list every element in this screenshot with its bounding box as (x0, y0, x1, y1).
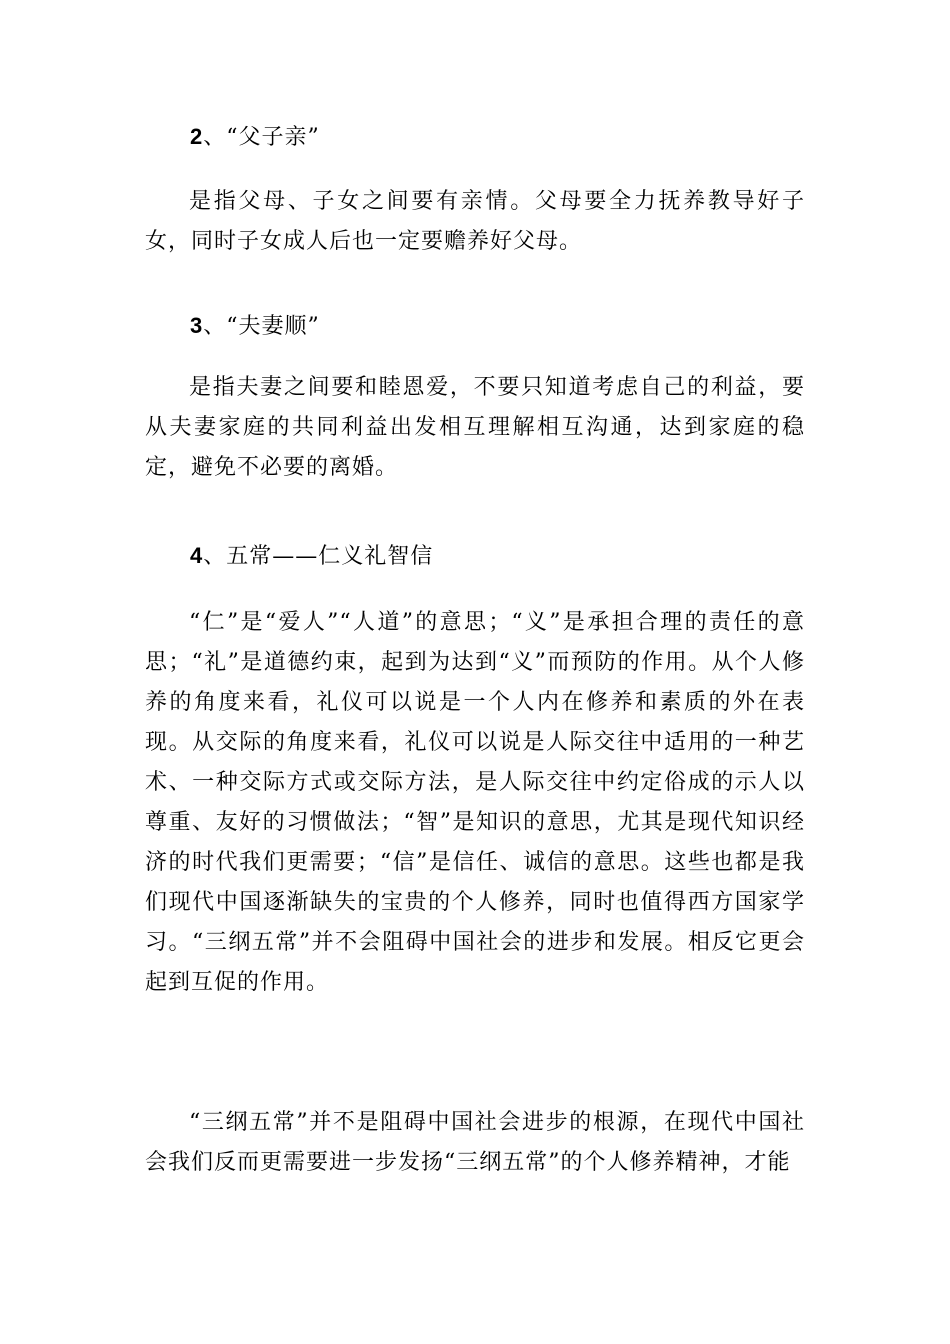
section-paragraph-4: “仁”是“爱人”“人道”的意思；“义”是承担合理的责任的意思；“礼”是道德约束，起到为达到“义”而预防的作用。从个人修养的角度来看，礼仪可以说是一个人内在修养和素质的外在表现。从交际的角度来看，礼仪可以说是人际交往中适用的一种艺术、一种交际方式或交际方法，是人际交往中约定俗成的示人以尊重、友好的习惯做法；“智”是知识的意思，尤其是现代知识经济的时代我们更需要；“信”是信任、诚信的意思。这些也都是我们现代中国逐渐缺失的宝贵的个人修养，同时也值得西方国家学习。“三纲五常”并不会阻碍中国社会的进步和发展。相反它更会起到互促的作用。 (145, 610, 805, 995)
section-heading-4 (190, 541, 433, 572)
section-title: 、五常——仁义礼智信 (203, 544, 434, 569)
section-number: 3 (190, 313, 204, 338)
section-heading-2 (190, 122, 320, 153)
section-number: 4 (190, 543, 204, 568)
section-paragraph-2: 是指父母、子女之间要有亲情。父母要全力抚养教导好子女，同时子女成人后也一定要赡养好父母。 (145, 189, 805, 254)
section-title: 、“夫妻顺” (203, 314, 320, 339)
section-title: 、“父子亲” (203, 125, 320, 150)
section-heading-3 (190, 311, 320, 342)
closing-paragraph: “三纲五常”并不是阻碍中国社会进步的根源，在现代中国社会我们反而更需要进一步发扬“三纲五常”的个人修养精神，才能 (145, 1110, 805, 1175)
section-paragraph-3: 是指夫妻之间要和睦恩爱，不要只知道考虑自己的利益，要从夫妻家庭的共同利益出发相互理解相互沟通，达到家庭的稳定，避免不必要的离婚。 (145, 375, 805, 480)
section-number: 2 (190, 124, 204, 149)
